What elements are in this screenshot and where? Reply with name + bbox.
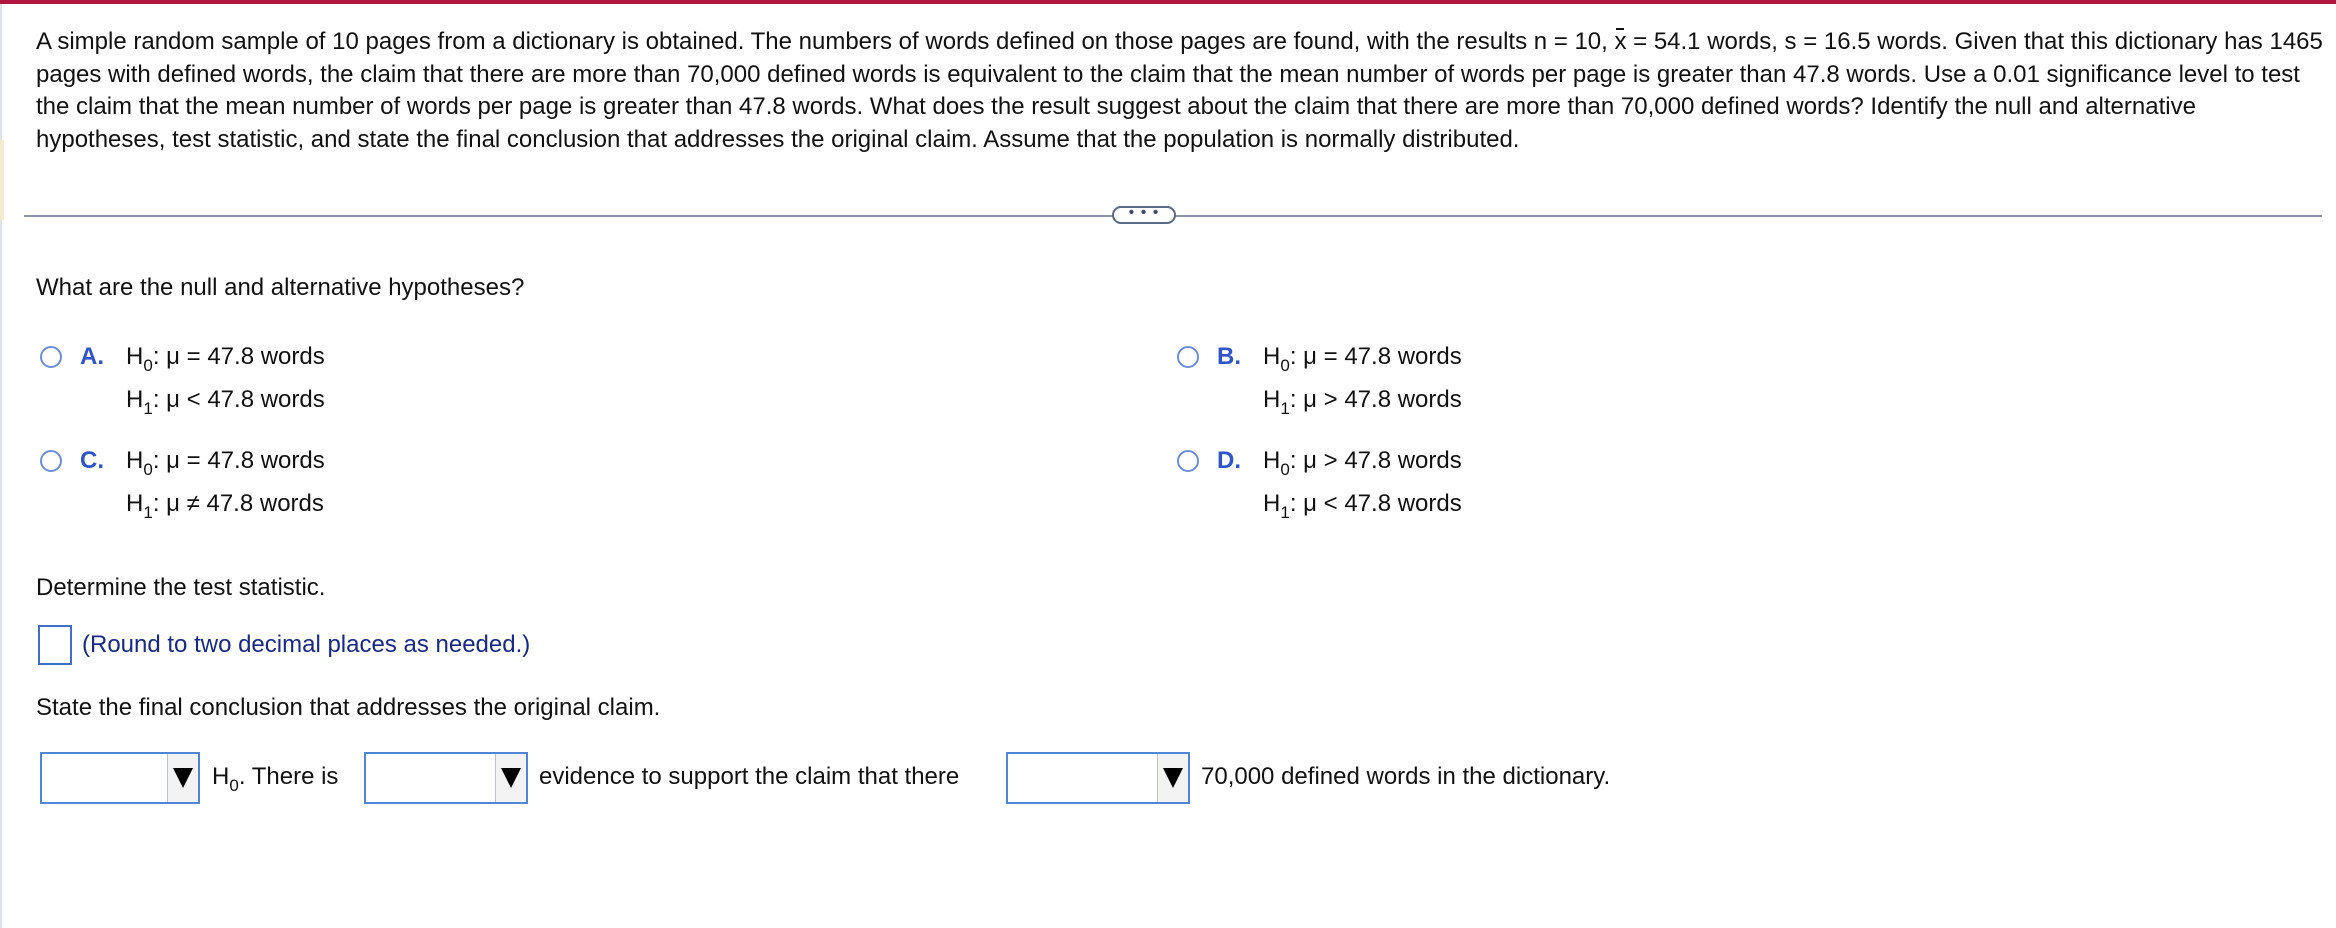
ellipsis-icon: • • •: [1128, 204, 1160, 221]
conclusion-end-text: 70,000 defined words in the dictionary.: [1201, 763, 1611, 790]
question-text: [36, 26, 2326, 156]
null-hypothesis: $H_0$: μ > 47.8 words: [1263, 447, 1462, 479]
test-statistic-input[interactable]: [38, 625, 72, 665]
question-part-1: A simple random sample of 10 pages from a dictionary is obtained. The numbers of words defined on those pages are found, with the results n = 10,: [36, 28, 1615, 55]
option-letter: B.: [1217, 343, 1241, 370]
radio-circle-icon[interactable]: [1177, 346, 1199, 368]
option-letter: A.: [80, 343, 104, 370]
alternative-hypothesis: $H_1$: μ < 47.8 words: [126, 386, 325, 418]
option-a[interactable]: [40, 340, 740, 420]
null-hypothesis: $H_0$: μ = 47.8 words: [126, 447, 325, 479]
top-accent-bar: [0, 0, 2336, 4]
option-d[interactable]: [1177, 444, 1877, 524]
conclusion-middle-text: evidence to support the claim that there: [539, 763, 960, 790]
claim-comparison-dropdown[interactable]: [1006, 752, 1190, 804]
alternative-hypothesis: $H_1$: μ < 47.8 words: [1263, 490, 1462, 522]
reject-decision-dropdown[interactable]: [40, 752, 200, 804]
test-statistic-prompt: Determine the test statistic.: [36, 574, 326, 601]
conclusion-h0-text: $H_0$. There is: [212, 763, 339, 795]
expand-ellipsis-button[interactable]: [1112, 206, 1176, 224]
dropdown-arrow-icon[interactable]: [167, 754, 198, 802]
hypotheses-prompt: What are the null and alternative hypotheses?: [36, 274, 525, 301]
left-accent-marker: [0, 140, 4, 220]
radio-circle-icon[interactable]: [40, 450, 62, 472]
null-hypothesis: $H_0$: μ = 47.8 words: [126, 343, 325, 375]
conclusion-prompt: State the final conclusion that addresses the original claim.: [36, 694, 661, 721]
question-part-2: = 54.1 words, s = 16.5 words. Given that this dictionary has 1465 pages with defined words, the claim that there are more than 70,000 defined words is equivalent to the claim that the mean number of words per page is greater than 47.8 words. Use a 0.01 significance level to test the claim that the mean number of words per page is greater than 47.8 words. What does the result suggest about the claim that there are more than 70,000 defined words? Identify the null and alternative hypotheses, test statistic, and state the final conclusion that addresses the original claim. Assume that the population is normally distributed.: [36, 28, 2323, 153]
x-bar-symbol: x: [1614, 26, 1626, 59]
evidence-strength-dropdown[interactable]: [364, 752, 528, 804]
option-b[interactable]: [1177, 340, 1877, 420]
rounding-hint: (Round to two decimal places as needed.): [82, 631, 531, 658]
option-letter: D.: [1217, 447, 1241, 474]
radio-circle-icon[interactable]: [40, 346, 62, 368]
option-letter: C.: [80, 447, 104, 474]
alternative-hypothesis: $H_1$: μ ≠ 47.8 words: [126, 490, 324, 522]
null-hypothesis: $H_0$: μ = 47.8 words: [1263, 343, 1462, 375]
option-c[interactable]: [40, 444, 740, 524]
radio-circle-icon[interactable]: [1177, 450, 1199, 472]
dropdown-arrow-icon[interactable]: [1157, 754, 1188, 802]
alternative-hypothesis: $H_1$: μ > 47.8 words: [1263, 386, 1462, 418]
dropdown-arrow-icon[interactable]: [495, 754, 526, 802]
